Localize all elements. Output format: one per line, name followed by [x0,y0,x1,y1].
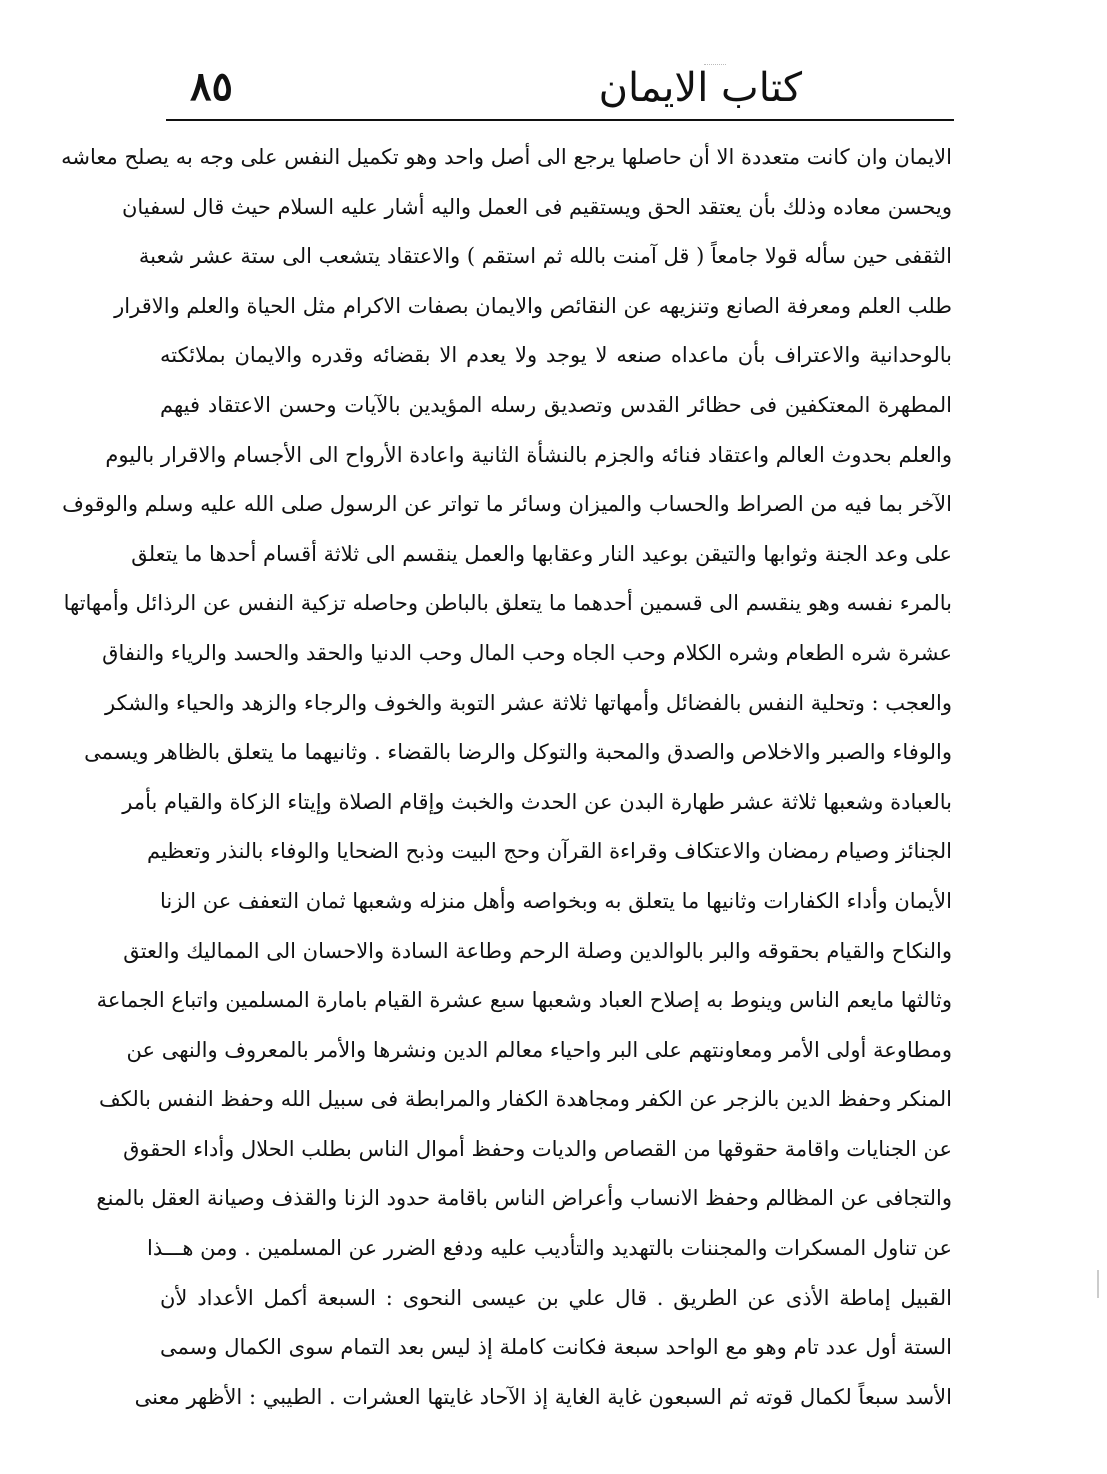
text-line: والعلم بحدوث العالم واعتقاد فنائه والجزم بالنشأة الثانية واعادة الأرواح الى الأجسام والاقرار باليوم [105,442,952,467]
text-line: بالوحدانية والاعتراف بأن ماعداه صنعه لا يوجد ولا يعدم الا بقضائه وقدره والايمان بملائكته [160,343,952,368]
text-line: الأسد سبعاً لكمال قوته ثم السبعون غاية الغاية إذ الآحاد غايتها العشرات . الطيبي : الأظهر معنى [134,1384,952,1409]
text-line: عشرة شره الطعام وشره الكلام وحب الجاه وحب المال وحب الدنيا والحقد والحسد والرياء والنفاق [102,640,952,665]
scan-artifact [1097,1270,1099,1298]
text-line: وثالثها مايعم الناس وينوط به إصلاح العباد وشعبها سبع عشرة القيام بامارة المسلمين واتباع الجماعة [96,988,952,1013]
page-number: ٨٥ [190,63,233,110]
text-line: الثقفى حين سأله قولا جامعاً ( قل آمنت بالله ثم استقم ) والاعتقاد يتشعب الى ستة عشر شعبة [138,244,952,269]
text-line: والنكاح والقيام بحقوقه والبر بالوالدين وصلة الرحم وطاعة السادة والاحسان الى المماليك والعتق [123,938,952,963]
text-line: القبيل إماطة الأذى عن الطريق . قال علي بن عيسى النحوى : السبعة أكمل الأعداد لأن [160,1285,952,1310]
header-rule [166,119,954,121]
text-line: الايمان وان كانت متعددة الا أن حاصلها يرجع الى أصل واحد وهو تكميل النفس على وجه به يصلح معاشه [61,145,952,169]
text-line: على وعد الجنة وثوابها والتيقن بوعيد النار وعقابها والعمل ينقسم الى ثلاثة أقسام أحدها ما يتعلق [131,541,952,566]
text-line: والتجافى عن المظالم وحفظ الانساب وأعراض الناس باقامة حدود الزنا والقذف وصيانة العقل بالمنع [96,1186,952,1211]
text-line: والعجب : وتحلية النفس بالفضائل وأمهاتها ثلاثة عشر التوبة والخوف والرجاء والزهد والحياء والشكر [105,690,952,715]
page-title: كتاب الايمان [598,65,802,111]
text-line: الآخر بما فيه من الصراط والحساب والميزان وسائر ما تواتر عن الرسول صلى الله عليه وسلم والوقوف [62,492,952,517]
text-line: الجنائز وصيام رمضان والاعتكاف وقراءة القرآن وحج البيت وذبح الضحايا والوفاء بالنذر وتعظيم [146,839,952,864]
text-line: عن الجنايات واقامة حقوقها من القصاص والديات وحفظ أموال الناس بطلب الحلال وأداء الحقوق [123,1136,952,1161]
text-line: والوفاء والصبر والاخلاص والصدق والمحبة والتوكل والرضا بالقضاء . وثانيهما ما يتعلق بالظاهر ويسمى [84,740,952,765]
text-line: عن تناول المسكرات والمجننات بالتهديد والتأديب عليه ودفع الضرر عن المسلمين . ومن هـــذا [147,1236,952,1261]
text-line: بالمرء نفسه وهو ينقسم الى قسمين أحدهما ما يتعلق بالباطن وحاصله تزكية النفس عن الرذائل وأمهاتها [63,591,952,616]
text-line: الأيمان وأداء الكفارات وثانيها ما يتعلق به وبخواصه وأهل منزله وشعبها ثمان التعفف عن الزنا [160,888,952,913]
text-line: ومطاوعة أولى الأمر ومعاونتهم على البر واحياء معالم الدين ونشرها والأمر بالمعروف والنهى عن [126,1037,952,1062]
text-line: المنكر وحفظ الدين بالزجر عن الكفر ومجاهدة الكفار والمرابطة فى سبيل الله وحفظ النفس بالكف [99,1087,952,1112]
body-text [61,133,952,1422]
page-header [160,62,950,118]
text-line: الستة أول عدد تام وهو مع الواحد سبعة فكانت كاملة إذ ليس بعد التمام سوى الكمال وسمى [160,1335,952,1360]
text-line: ويحسن معاده وذلك بأن يعتقد الحق ويستقيم فى العمل واليه أشار عليه السلام حيث قال لسفيان [121,194,952,219]
text-line: المطهرة المعتكفين فى حظائر القدس وتصديق رسله المؤيدين بالآيات وحسن الاعتقاد فيهم [160,392,952,417]
text-line: طلب العلم ومعرفة الصانع وتنزيهه عن النقائص والايمان بصفات الاكرام مثل الحياة والعلم والاقرار [114,293,952,318]
text-line: بالعبادة وشعبها ثلاثة عشر طهارة البدن عن الحدث والخبث وإقام الصلاة وإيتاء الزكاة والقيام بأمر [122,789,952,814]
